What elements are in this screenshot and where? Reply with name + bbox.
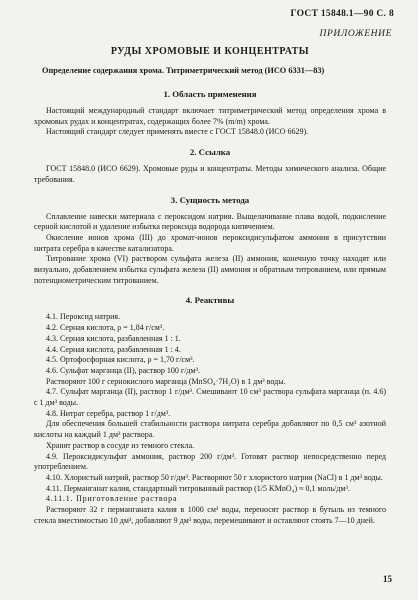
page-number: 15 xyxy=(383,574,392,584)
reagent-item: 4.10. Хлористый натрий, раствор 50 г/дм³. Растворяют 50 г хлористого натрия (NaCl) в 1 дм³ воды. xyxy=(46,472,383,482)
reagent-item: 4.8. Нитрат серебра, раствор 1 г/дм³. xyxy=(46,408,171,418)
paragraph: Титрование хрома (VI) раствором сульфата железа (II) аммония, конечную точку находят или визуально, добавлением избытка сульфата железа (II) аммония и обратным титрованием, или прямым потенциометрическим титрованием. xyxy=(34,254,386,285)
reagent-item: 4.11.1. Приготовление раствора xyxy=(46,494,178,504)
section-heading-reagents: 4. Реактивы xyxy=(185,295,235,306)
reagent-item: 4.7. Сульфат марганца (II), раствор 1 г/дм³. Смешивают 10 см³ раствора сульфата марганца (п. 4.6) с 1 дм³ воды. xyxy=(34,387,386,408)
reagent-item: 4.5. Ортофосфорная кислота, ρ = 1,70 г/см³. xyxy=(46,355,195,365)
reagent-item: 4.9. Пероксидисульфат аммония, раствор 200 г/дм³. Готовят раствор непосредственно перед употреблением. xyxy=(34,451,386,472)
reagent-item: Для обеспечения большей стабильности раствора нитрата серебра добавляют по 0,5 см³ азотной кислоты на каждый 1 дм³ раствора. xyxy=(34,419,386,440)
reagent-item: 4.6. Сульфат марганца (II), раствор 100 г/дм³. xyxy=(46,365,200,375)
paragraph: ГОСТ 15848.0 (ИСО 6629). Хромовые руды и концентраты. Методы химического анализа. Общие требования. xyxy=(34,164,386,184)
document-subtitle: Определение содержания хрома. Титриметрический метод (ИСО 6331—83) xyxy=(42,66,325,75)
paragraph: Окисление ионов хрома (III) до хромат-ионов пероксидисульфатом аммония в присутствии нитрата серебра в качестве катализатора. xyxy=(34,232,386,253)
reagent-item: Хранят раствор в сосуде из темного стекла. xyxy=(46,440,195,450)
document-title: РУДЫ ХРОМОВЫЕ И КОНЦЕНТРАТЫ xyxy=(110,46,310,57)
page-header: ГОСТ 15848.1—90 С. 8 xyxy=(290,9,394,19)
reagent-item: 4.3. Серная кислота, разбавленная 1 : 1. xyxy=(46,333,181,343)
reagent-item: 4.2. Серная кислота, ρ = 1,84 г/см³. xyxy=(46,323,165,333)
reagent-item: 4.4. Серная кислота, разбавленная 1 : 4. xyxy=(46,344,181,354)
appendix-label: ПРИЛОЖЕНИЕ xyxy=(319,29,392,39)
reagent-item: Растворяют 32 г перманганата калия в 1000 см³ воды, переносят раствор в бутыль из темного стекла вместимостью 10 дм³, добавляют 9 дм³ воды, перемешивают и оставляют стоять 7—10 дней. xyxy=(34,505,386,525)
section-heading-scope: 1. Область применения xyxy=(163,89,257,99)
document-body xyxy=(34,46,386,527)
reagent-item: 4.1. Пероксид натрия. xyxy=(46,312,121,322)
paragraph: Сплавление навески материала с пероксидом натрия. Выщелачивание плава водой, подкисление серной кислотой и удаление избытка пероксида водорода кипячением. xyxy=(34,211,386,232)
paragraph: Настоящий международный стандарт включает титриметрический метод определения хрома в хромовых рудах и концентратах, содержащих более 7% (m/m) хрома. xyxy=(34,106,386,126)
reagent-item: 4.11. Перманганат калия, стандартный титрованный раствор (1/5 KMnO₄) ≈ 0,1 моль/дм³. xyxy=(46,483,350,493)
section-heading-reference: 2. Ссылка xyxy=(189,147,231,158)
paragraph: Настоящий стандарт следует применять вместе с ГОСТ 15848.0 (ИСО 6629). xyxy=(46,127,309,137)
section-heading-principle: 3. Сущность метода xyxy=(170,194,250,205)
reagent-item: Растворяют 100 г сернокислого марганца (MnSO₄·7H₂O) в 1 дм³ воды. xyxy=(46,376,286,386)
